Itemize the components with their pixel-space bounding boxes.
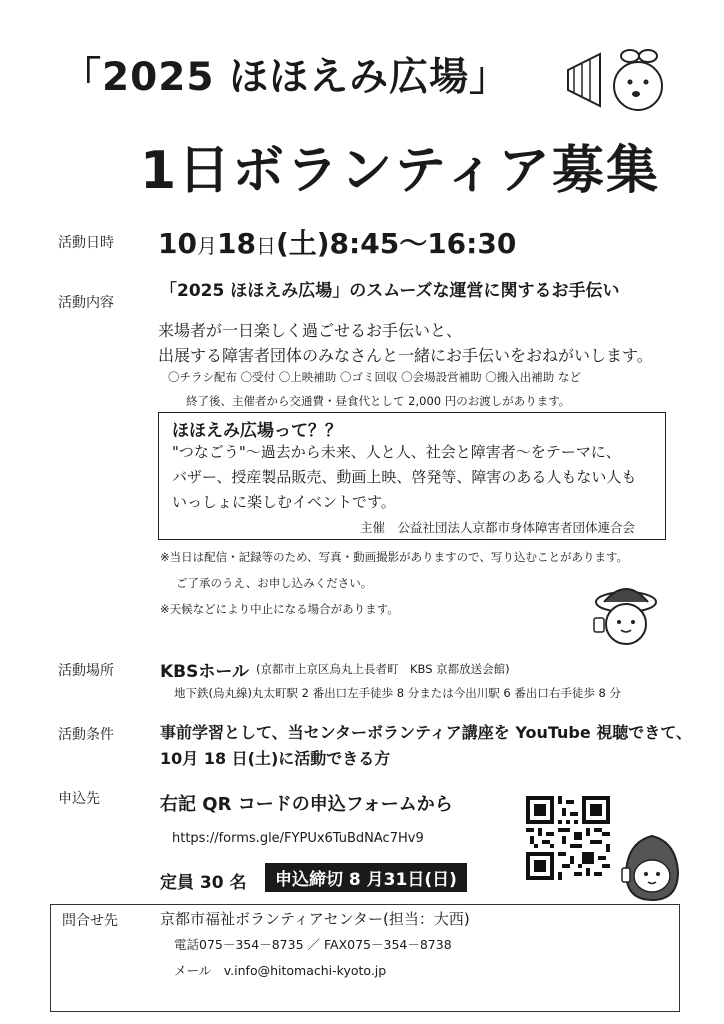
contact-email[interactable]: メール v.info@hitomachi-kyoto.jp (174, 963, 387, 978)
contact-org: 京都市福祉ボランティアセンター(担当：大西) (160, 910, 470, 928)
day-number: 18 (216, 227, 256, 260)
mascot-acorn-icon (620, 832, 684, 904)
time-range: 8:45〜16:30 (329, 227, 517, 260)
apply-label: 申込先 (58, 791, 100, 807)
about-title: ほほえみ広場って？？ (172, 421, 342, 441)
activity-headline: 「2025 ほほえみ広場」のスムーズな運営に関するお手伝い (160, 281, 620, 301)
note-photo-consent: ご了承のうえ、お申し込みください。 (176, 576, 373, 590)
about-line2: バザー、授産製品販売、動画上映、啓発等、障害のある人もない人も (172, 468, 637, 486)
apply-url-link[interactable]: https://forms.gle/FYPUx6TuBdNAc7Hv9 (172, 831, 424, 846)
contact-label: 問合せ先 (62, 913, 118, 929)
task-list: 〇チラシ配布 〇受付 〇上映補助 〇ゴミ回収 〇会場設営補助 〇搬入出補助 など (168, 370, 581, 384)
conditions-line2: 10月 18 日(土)に活動できる方 (160, 749, 391, 768)
megaphone-mascot-icon (560, 40, 670, 120)
activity-desc-line1: 来場者が一日楽しく過ごせるお手伝いと、 (158, 321, 463, 340)
activity-date-value (158, 222, 516, 262)
about-line3: いっしょに楽しむイベントです。 (172, 493, 396, 511)
organizer: 主催 公益社団法人京都市身体障害者団体連合会 (360, 520, 636, 535)
month-number: 10 (158, 227, 197, 260)
activity-date-label: 活動日時 (58, 235, 114, 251)
venue-address: (京都市上京区烏丸上長者町 KBS 京都放送会館) (256, 662, 510, 676)
deadline-badge: 申込締切 8 月31日(日) (265, 863, 467, 892)
contact-phone-fax: 電話075－354－8735 ／ FAX075－354－8738 (174, 937, 452, 952)
page-title-line2: 1日ボランティア募集 (140, 141, 661, 201)
qr-code-icon[interactable] (526, 796, 610, 880)
month-unit: 月 (196, 234, 217, 258)
activity-content-label: 活動内容 (58, 295, 114, 311)
note-photo: ※当日は配信・記録等のため、写真・動画撮影がありますので、写り込むことがあります。 (160, 550, 629, 564)
day-unit: 日 (255, 234, 276, 258)
venue-label: 活動場所 (58, 663, 114, 679)
about-line1: "つなごう"〜過去から未来、人と人、社会と障害者〜をテーマに、 (172, 443, 621, 461)
apply-text: 右記 QR コードの申込フォームから (160, 794, 453, 815)
transport-note: 終了後、主催者から交通費・昼食代として 2,000 円のお渡しがあります。 (186, 394, 571, 408)
conditions-line1: 事前学習として、当センターボランティア講座を YouTube 視聴できて、 (160, 723, 692, 742)
venue-access: 地下鉄(烏丸線)丸太町駅 2 番出口左手徒歩 8 分または今出川駅 6 番出口右手徒歩 8 分 (174, 686, 621, 700)
note-weather: ※天候などにより中止になる場合があります。 (160, 602, 399, 616)
mascot-with-hat-icon (590, 582, 662, 652)
weekday: (土) (275, 227, 330, 260)
capacity: 定員 30 名 (160, 873, 247, 893)
venue-name: KBSホール (160, 662, 250, 682)
conditions-label: 活動条件 (58, 727, 114, 743)
activity-desc-line2: 出展する障害者団体のみなさんと一緒にお手伝いをおねがいします。 (158, 346, 653, 365)
page-title-line1: 「2025 ほほえみ広場」 (62, 55, 510, 100)
